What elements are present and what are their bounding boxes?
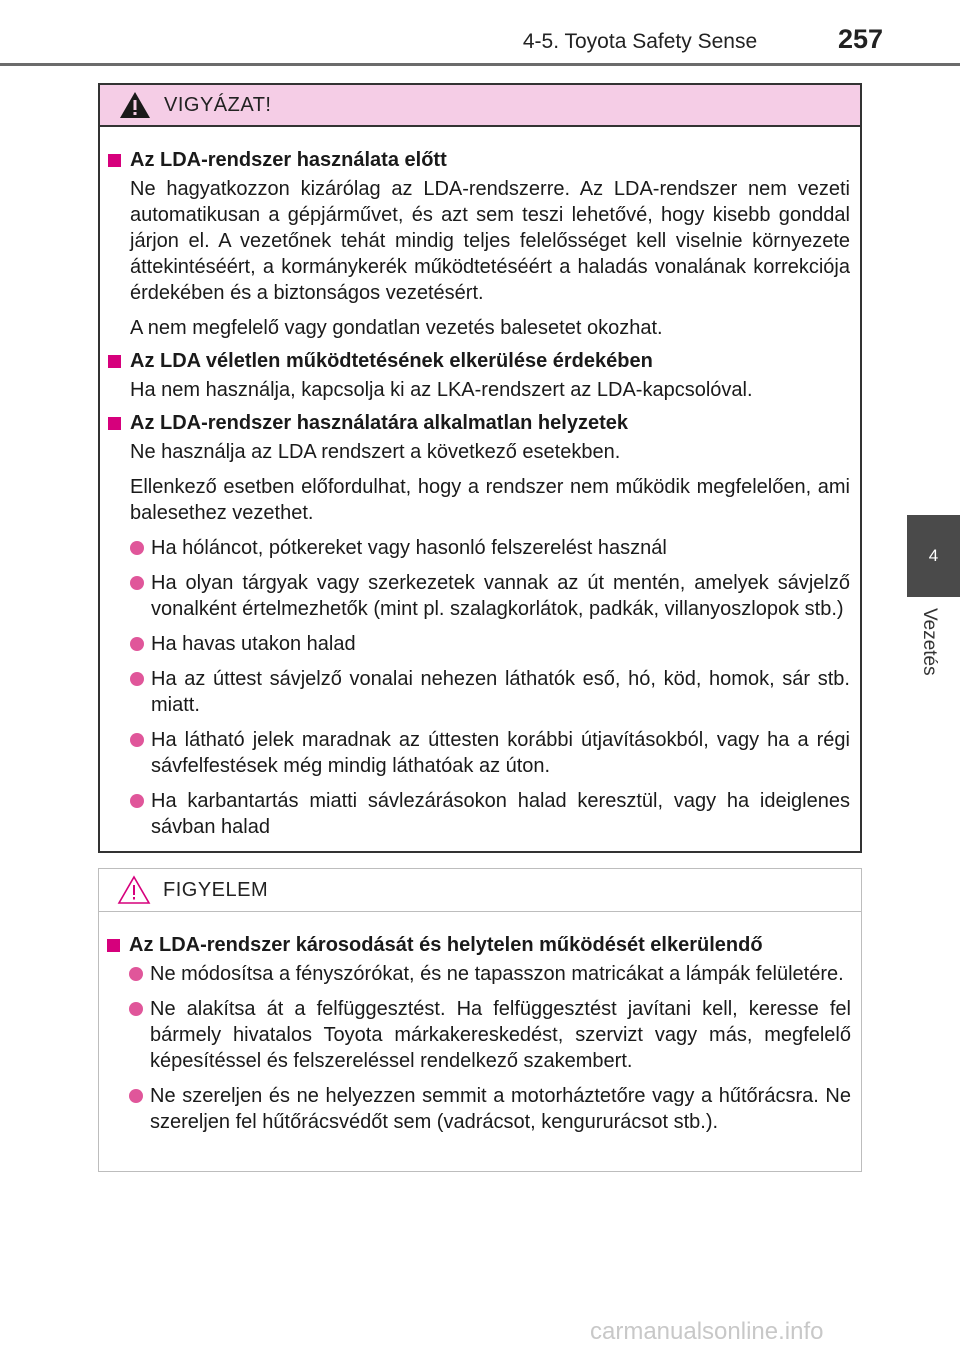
square-bullet-icon — [107, 939, 120, 952]
bullet-dot-icon — [130, 733, 144, 747]
warning-icon — [118, 90, 152, 120]
caution-body — [100, 127, 860, 840]
watermark: carmanualsonline.info — [590, 1318, 824, 1345]
bullet-dot-icon — [129, 1002, 143, 1016]
bullet-dot-icon — [130, 541, 144, 555]
list-item-text: Ne módosítsa a fényszórókat, és ne tapasszon matricákat a lámpák felületére. — [150, 963, 844, 985]
list-item-text: Ha az úttest sávjelző vonalai nehezen láthatók eső, hó, köd, homok, sár stb. miatt. — [151, 668, 850, 716]
list-item-text: Ha karbantartás miatti sávlezárásokon halad keresztül, vagy ha ideiglenes sávban halad — [151, 790, 850, 838]
notice-title: FIGYELEM — [163, 878, 269, 901]
section-heading — [108, 350, 850, 373]
list-item-text: Ha olyan tárgyak vagy szerkezetek vannak az út mentén, amelyek sávjelző vonalként értelmezhetők (mint pl. szalagkorlátok, padkák, villanyoszlopok stb.) — [151, 572, 850, 620]
list-item-text: Ha hóláncot, pótkereket vagy hasonló felszerelést használ — [151, 537, 667, 559]
list-item — [130, 666, 850, 718]
header-divider — [0, 63, 960, 66]
caution-title: VIGYÁZAT! — [164, 93, 272, 116]
bullet-dot-icon — [130, 576, 144, 590]
section-heading-text: Az LDA-rendszer használata előtt — [130, 149, 447, 171]
notice-body — [99, 912, 861, 1135]
bullet-dot-icon — [130, 794, 144, 808]
list-item-text: Ha havas utakon halad — [151, 633, 356, 655]
bullet-dot-icon — [130, 637, 144, 651]
list-item — [130, 631, 850, 657]
section-heading — [108, 149, 850, 172]
list-item-text: Ne szereljen és ne helyezzen semmit a motorháztetőre vagy a hűtőrácsra. Ne szereljen fel hűtőrácsvédőt sem (vadrácsot, kengururácsot stb.). — [150, 1085, 851, 1133]
bullet-dot-icon — [130, 672, 144, 686]
list-item — [130, 570, 850, 622]
bullet-dot-icon — [129, 967, 143, 981]
chapter-tab[interactable]: 4 — [907, 515, 960, 597]
caution-header — [100, 85, 860, 127]
list-item — [130, 535, 850, 561]
list-item — [130, 727, 850, 779]
section-heading — [108, 412, 850, 435]
chapter-label: Vezetés — [919, 608, 940, 676]
square-bullet-icon — [108, 154, 121, 167]
list-item-text: Ne alakítsa át a felfüggesztést. Ha felfüggesztést javítani kell, keresse fel bármely hivatalos Toyota márkakereskedést, szervizt vagy más, megfelelő képesítéssel és felszereléssel rendelkező szakembert. — [150, 998, 851, 1072]
caution-box — [98, 83, 862, 853]
notice-warning-icon — [117, 875, 151, 905]
paragraph: Ne hagyatkozzon kizárólag az LDA-rendszerre. Az LDA-rendszer nem vezeti automatikusan a gépjárművet, és azt sem teszi lehetővé, hogy kisebb gonddal járjon el. A vezetőnek tehát mindig teljes felelősséget kell viselnie környezete áttekintéséért, a kormánykerék működtetéséért a haladás vonalának korrekciója érdekében és a biztonságos vezetésért. — [130, 178, 850, 304]
section-title: 4-5. Toyota Safety Sense — [522, 30, 758, 53]
list-item — [130, 788, 850, 840]
notice-box — [98, 868, 862, 1172]
section-heading-text: Az LDA véletlen működtetésének elkerülése érdekében — [130, 350, 653, 372]
paragraph: Ha nem használja, kapcsolja ki az LKA-rendszert az LDA-kapcsolóval. — [130, 379, 753, 401]
list-item — [129, 1083, 851, 1135]
paragraph: Ellenkező esetben előfordulhat, hogy a rendszer nem működik megfelelően, ami balesethez vezethet. — [130, 476, 850, 524]
section-heading-text: Az LDA-rendszer használatára alkalmatlan helyzetek — [130, 412, 628, 434]
list-item-text: Ha látható jelek maradnak az úttesten korábbi útjavításokból, vagy ha a régi sávfelfestések még mindig láthatóak az úton. — [151, 729, 850, 777]
paragraph: A nem megfelelő vagy gondatlan vezetés balesetet okozhat. — [130, 317, 663, 339]
page-number: 257 — [838, 24, 884, 54]
list-item — [129, 961, 851, 987]
section-heading-text: Az LDA-rendszer károsodását és helytelen működését elkerülendő — [129, 934, 763, 956]
notice-header — [99, 869, 861, 912]
bullet-dot-icon — [129, 1089, 143, 1103]
square-bullet-icon — [108, 417, 121, 430]
section-heading — [107, 934, 851, 957]
list-item — [129, 996, 851, 1074]
paragraph: Ne használja az LDA rendszert a következő esetekben. — [130, 441, 621, 463]
square-bullet-icon — [108, 355, 121, 368]
